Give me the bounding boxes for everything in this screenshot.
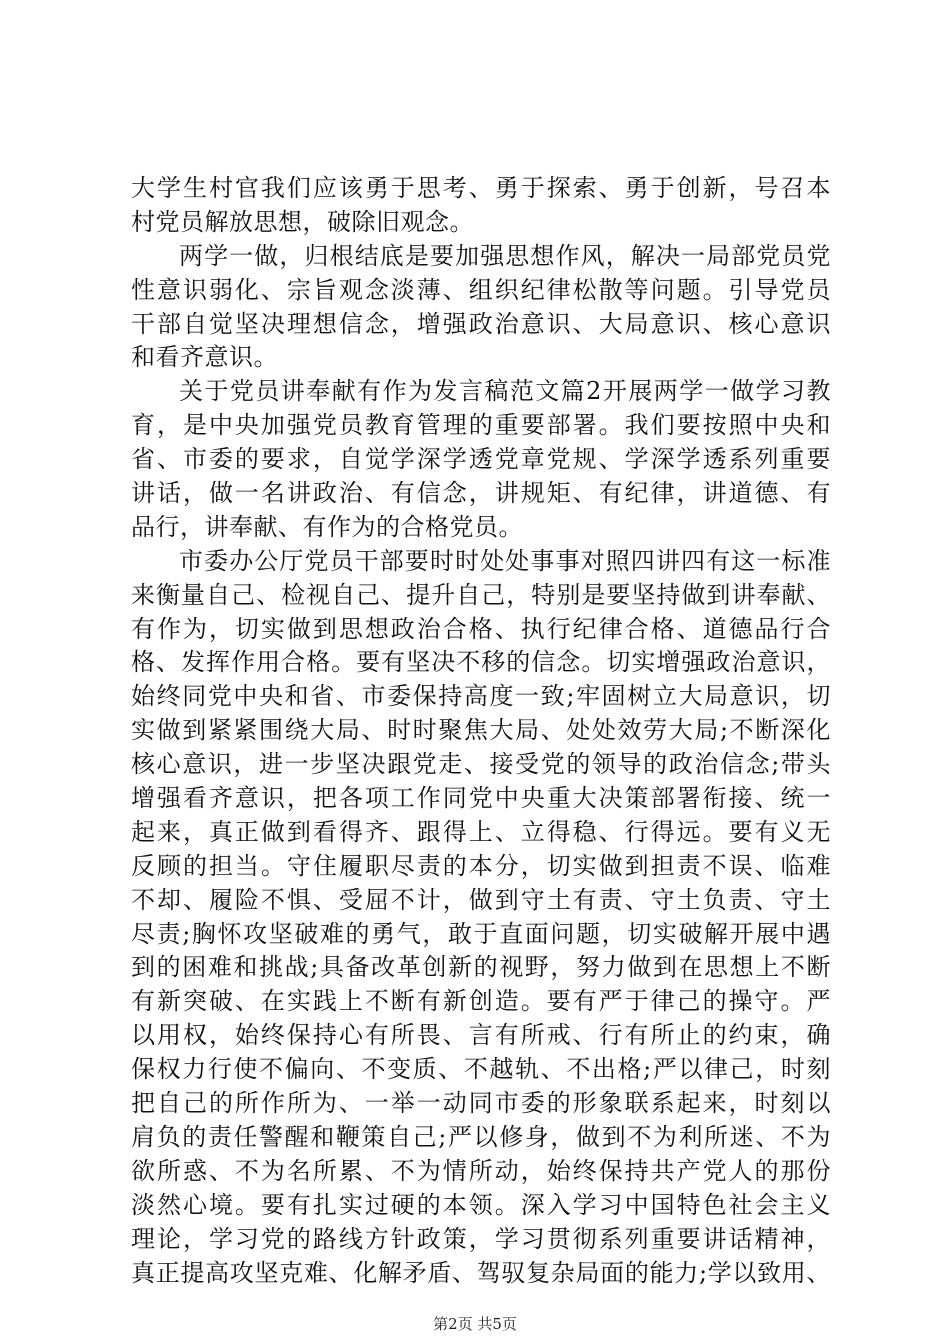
text-line: 育，是中央加强党员教育管理的重要部署。我们要按照中央和 (131, 411, 831, 440)
text-line: 干部自觉坚决理想信念，增强政治意识、大局意识、核心意识 (131, 309, 831, 338)
paragraph-1 (131, 172, 831, 240)
text-line: 市委办公厅党员干部要时时处处事事对照四讲四有这一标准 (179, 546, 831, 575)
text-line: 始终同党中央和省、市委保持高度一致;牢固树立大局意识，切 (131, 682, 831, 711)
text-line: 尽责;胸怀攻坚破难的勇气，敢于直面问题，切实破解开展中遇 (131, 919, 831, 948)
text-line: 大学生村官我们应该勇于思考、勇于探索、勇于创新，号召本 (131, 174, 831, 202)
text-line: 淡然心境。要有扎实过硬的本领。深入学习中国特色社会主义 (131, 1190, 831, 1219)
text-line: 反顾的担当。守住履职尽责的本分，切实做到担责不误、临难 (131, 851, 831, 880)
text-line: 以用权，始终保持心有所畏、言有所戒、行有所止的约束，确 (131, 1021, 831, 1050)
text-line: 真正提高攻坚克难、化解矛盾、驾驭复杂局面的能力;学以致用、 (131, 1258, 831, 1287)
text-line: 两学一做，归根结底是要加强思想作风，解决一局部党员党 (179, 241, 831, 270)
text-line: 省、市委的要求，自觉学深学透党章党规、学深学透系列重要 (131, 445, 831, 474)
paragraph-2 (131, 240, 831, 376)
text-line: 品行，讲奉献、有作为的合格党员。 (131, 512, 523, 541)
text-line: 性意识弱化、宗旨观念淡薄、组织纪律松散等问题。引导党员 (131, 275, 831, 304)
text-line: 格、发挥作用合格。要有坚决不移的信念。切实增强政治意识， (131, 648, 831, 677)
text-line: 来衡量自己、检视自己、提升自己，特别是要坚持做到讲奉献、 (131, 580, 831, 609)
page-number: 第2页 共5页 (433, 1315, 517, 1333)
document-body (131, 172, 831, 1290)
paragraph-3 (131, 375, 831, 544)
text-line: 讲话，做一名讲政治、有信念，讲规矩、有纪律，讲道德、有 (131, 479, 831, 508)
page-footer (0, 1313, 950, 1334)
text-line: 实做到紧紧围绕大局、时时聚焦大局、处处效劳大局;不断深化 (131, 716, 831, 745)
text-line: 到的困难和挑战;具备改革创新的视野，努力做到在思想上不断 (131, 953, 831, 982)
text-line: 肩负的责任警醒和鞭策自己;严以修身，做到不为利所迷、不为 (131, 1122, 831, 1151)
text-line: 和看齐意识。 (131, 343, 278, 372)
text-line: 不却、履险不惧、受屈不计，做到守土有责、守土负责、守土 (131, 885, 831, 914)
text-line: 增强看齐意识，把各项工作同党中央重大决策部署衔接、统一 (131, 784, 831, 813)
text-line: 关于党员讲奉献有作为发言稿范文篇2开展两学一做学习教 (179, 377, 831, 406)
text-line: 村党员解放思想，破除旧观念。 (131, 207, 474, 236)
text-line: 欲所惑、不为名所累、不为情所动，始终保持共产党人的那份 (131, 1156, 831, 1185)
text-line: 有作为，切实做到思想政治合格、执行纪律合格、道德品行合 (131, 614, 831, 643)
text-line: 把自己的所作所为、一举一动同市委的形象联系起来，时刻以 (131, 1089, 831, 1118)
text-line: 保权力行使不偏向、不变质、不越轨、不出格;严以律己，时刻 (131, 1055, 831, 1084)
text-line: 核心意识，进一步坚决跟党走、接受党的领导的政治信念;带头 (131, 750, 831, 779)
text-line: 起来，真正做到看得齐、跟得上、立得稳、行得远。要有义无 (131, 817, 831, 846)
text-line: 理论，学习党的路线方针政策，学习贯彻系列重要讲话精神， (131, 1224, 831, 1253)
paragraph-4 (131, 545, 831, 1291)
text-line: 有新突破、在实践上不断有新创造。要有严于律己的操守。严 (131, 987, 831, 1016)
